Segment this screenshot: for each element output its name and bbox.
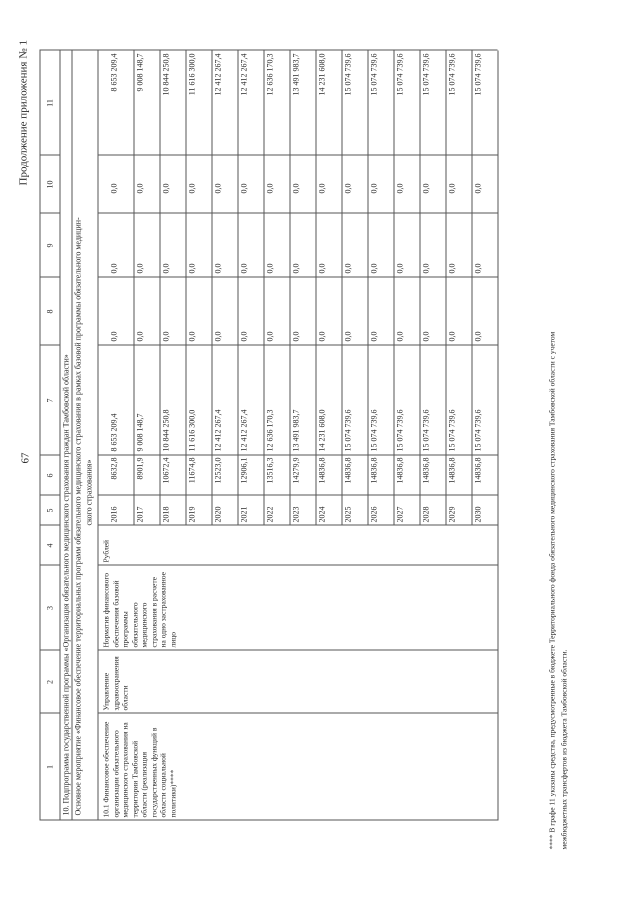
year-cell: 2026	[369, 506, 379, 523]
col7-cell: 12 412 267,4	[213, 409, 223, 452]
col9-cell: 0,0	[135, 263, 145, 274]
row-indicator-text: Норматив финансового обеспечения базовой программы обязательного медицинского страхования в расчете на одно застрахованное лицо	[101, 572, 177, 648]
norm-cell: 14279,9	[291, 457, 301, 484]
col8-cell: 0,0	[239, 331, 249, 342]
main-event-title: Основное мероприятие «Финансовое обеспечение территориальных программ обязательного медицинского страхования в рамках базовой программы обязательного медицин-	[73, 217, 83, 816]
col11-cell: 15 074 739,6	[395, 53, 405, 96]
col11-cell: 15 074 739,6	[343, 53, 353, 96]
year-cell: 2019	[187, 506, 197, 523]
year-cell: 2025	[343, 506, 353, 523]
rotated-sheet	[0, 1, 640, 906]
col8-cell: 0,0	[291, 331, 301, 342]
col7-cell: 15 074 739,6	[421, 409, 431, 452]
page-number: 67	[19, 452, 32, 464]
year-cell: 2022	[265, 506, 275, 523]
column-number: 5	[45, 508, 55, 513]
col8-cell: 0,0	[395, 331, 405, 342]
column-number: 6	[45, 473, 55, 478]
col10-cell: 0,0	[343, 183, 353, 194]
col7-cell: 14 231 608,0	[317, 409, 327, 452]
column-rule	[40, 565, 60, 566]
col8-cell: 0,0	[213, 331, 223, 342]
col7-cell: 15 074 739,6	[343, 409, 353, 452]
col9-cell: 0,0	[395, 263, 405, 274]
col11-cell: 11 616 300,0	[187, 53, 197, 96]
col11-cell: 12 412 267,4	[239, 53, 249, 96]
col9-cell: 0,0	[291, 263, 301, 274]
norm-cell: 11674,8	[187, 457, 197, 484]
column-number: 2	[45, 680, 55, 684]
col10-cell: 0,0	[161, 183, 171, 194]
column-number: 7	[45, 398, 55, 403]
column-rule	[98, 650, 498, 651]
col10-cell: 0,0	[447, 183, 457, 194]
column-number: 9	[45, 243, 55, 248]
col7-cell: 12 636 170,3	[265, 409, 275, 452]
col9-cell: 0,0	[317, 263, 327, 274]
col9-cell: 0,0	[343, 263, 353, 274]
col10-cell: 0,0	[291, 183, 301, 194]
column-rule	[98, 155, 498, 156]
col10-cell: 0,0	[239, 183, 249, 194]
year-cell: 2030	[473, 506, 483, 523]
col11-cell: 12 636 170,3	[265, 53, 275, 96]
col11-cell: 15 074 739,6	[421, 53, 431, 96]
column-number: 3	[45, 606, 55, 610]
col9-cell: 0,0	[473, 263, 483, 274]
col8-cell: 0,0	[369, 331, 379, 342]
col10-cell: 0,0	[135, 183, 145, 194]
col7-cell: 13 491 983,7	[291, 409, 301, 452]
col10-cell: 0,0	[265, 183, 275, 194]
col11-cell: 15 074 739,6	[369, 53, 379, 96]
col9-cell: 0,0	[187, 263, 197, 274]
norm-cell: 14836,8	[473, 457, 483, 484]
col8-cell: 0,0	[109, 331, 119, 342]
column-rule	[98, 277, 498, 278]
col7-cell: 12 412 267,4	[239, 409, 249, 452]
col10-cell: 0,0	[317, 183, 327, 194]
norm-cell: 10672,4	[161, 457, 171, 484]
col7-cell: 15 074 739,6	[473, 409, 483, 452]
col7-cell: 15 074 739,6	[395, 409, 405, 452]
col9-cell: 0,0	[109, 263, 119, 274]
col11-cell: 10 844 250,8	[161, 53, 171, 96]
col8-cell: 0,0	[343, 331, 353, 342]
col7-cell: 8 653 209,4	[109, 413, 119, 452]
col10-cell: 0,0	[187, 183, 197, 194]
column-rule	[98, 345, 498, 346]
main-event-title-cont: ского страхования»	[84, 459, 94, 526]
col8-cell: 0,0	[187, 331, 197, 342]
table-rule	[60, 51, 61, 821]
norm-cell: 14836,8	[395, 457, 405, 484]
col10-cell: 0,0	[473, 183, 483, 194]
col9-cell: 0,0	[447, 263, 457, 274]
col8-cell: 0,0	[421, 331, 431, 342]
col11-cell: 14 231 608,0	[317, 53, 327, 96]
col7-cell: 15 074 739,6	[447, 409, 457, 452]
column-number: 11	[45, 99, 55, 107]
column-rule	[98, 565, 498, 566]
col10-cell: 0,0	[421, 183, 431, 194]
norm-cell: 14836,8	[343, 457, 353, 484]
column-rule	[40, 155, 60, 156]
year-cell: 2018	[161, 506, 171, 523]
column-rule	[40, 650, 60, 651]
year-cell: 2027	[395, 506, 405, 523]
col7-cell: 10 844 250,8	[161, 409, 171, 452]
col8-cell: 0,0	[265, 331, 275, 342]
col9-cell: 0,0	[265, 263, 275, 274]
column-rule	[40, 820, 60, 821]
col11-cell: 8 653 209,4	[109, 53, 119, 92]
column-rule	[98, 525, 498, 526]
norm-cell: 14836,8	[317, 457, 327, 484]
row-executor-text: Управление здравоохранения области	[101, 656, 130, 711]
column-rule	[40, 345, 60, 346]
column-rule	[98, 213, 498, 214]
col7-cell: 9 008 148,7	[135, 413, 145, 452]
col9-cell: 0,0	[369, 263, 379, 274]
col10-cell: 0,0	[369, 183, 379, 194]
row-unit-text: Рублей	[101, 539, 111, 563]
norm-cell: 12523,0	[213, 457, 223, 484]
column-number: 4	[45, 543, 55, 548]
col8-cell: 0,0	[447, 331, 457, 342]
col9-cell: 0,0	[421, 263, 431, 274]
norm-cell: 14836,8	[369, 457, 379, 484]
subprogram-title: 10. Подпрограмма государственной программы «Организация обязательного медицинского страхования граждан Тамбовской области»	[61, 354, 71, 816]
frame-rule	[60, 820, 498, 821]
col9-cell: 0,0	[213, 263, 223, 274]
column-rule	[98, 455, 498, 456]
norm-cell: 14836,8	[447, 457, 457, 484]
col8-cell: 0,0	[473, 331, 483, 342]
col9-cell: 0,0	[161, 263, 171, 274]
col10-cell: 0,0	[213, 183, 223, 194]
column-rule	[40, 50, 60, 51]
col11-cell: 13 491 983,7	[291, 53, 301, 96]
col9-cell: 0,0	[239, 263, 249, 274]
continuation-heading: Продолжение приложения № 1	[17, 40, 30, 186]
column-number: 10	[45, 180, 55, 189]
column-number: 1	[45, 765, 55, 769]
col11-cell: 12 412 267,4	[213, 53, 223, 96]
year-cell: 2016	[109, 506, 119, 523]
col8-cell: 0,0	[135, 331, 145, 342]
column-rule	[40, 713, 60, 714]
col7-cell: 15 074 739,6	[369, 409, 379, 452]
column-rule	[98, 713, 498, 714]
table-rule	[98, 51, 99, 821]
column-number: 8	[45, 309, 55, 314]
year-cell: 2023	[291, 506, 301, 523]
col10-cell: 0,0	[109, 183, 119, 194]
column-rule	[40, 455, 60, 456]
col7-cell: 11 616 300,0	[187, 409, 197, 452]
norm-cell: 14836,8	[421, 457, 431, 484]
footnote-line-2: межбюджетных трансфертов из бюджета Тамбовской области.	[559, 649, 569, 850]
year-cell: 2029	[447, 506, 457, 523]
frame-rule	[60, 50, 498, 51]
col10-cell: 0,0	[395, 183, 405, 194]
table-rule	[40, 51, 41, 821]
row-item-text: 10.1 Финансовое обеспечение организации обязательного медицинского страхования на территории Тамбовской области (реализация государственных функций в области социальной политики)****	[101, 721, 177, 818]
col8-cell: 0,0	[317, 331, 327, 342]
table-rule	[498, 51, 499, 821]
col8-cell: 0,0	[161, 331, 171, 342]
norm-cell: 8901,9	[135, 457, 145, 480]
year-cell: 2017	[135, 506, 145, 523]
norm-cell: 8632,8	[109, 457, 119, 480]
footnote-line-1: **** В графе 11 указаны средства, предусмотренные в бюджете Территориального фонда обязательного медицинского страхования Тамбовской области с учетом	[547, 331, 557, 850]
year-cell: 2020	[213, 506, 223, 523]
column-rule	[40, 213, 60, 214]
table-rule	[72, 51, 73, 821]
year-cell: 2021	[239, 506, 249, 523]
column-rule	[40, 277, 60, 278]
col11-cell: 9 008 148,7	[135, 53, 145, 92]
year-cell: 2024	[317, 506, 327, 523]
col11-cell: 15 074 739,6	[473, 53, 483, 96]
col11-cell: 15 074 739,6	[447, 53, 457, 96]
year-cell: 2028	[421, 506, 431, 523]
norm-cell: 13516,3	[265, 457, 275, 484]
norm-cell: 12906,1	[239, 457, 249, 484]
